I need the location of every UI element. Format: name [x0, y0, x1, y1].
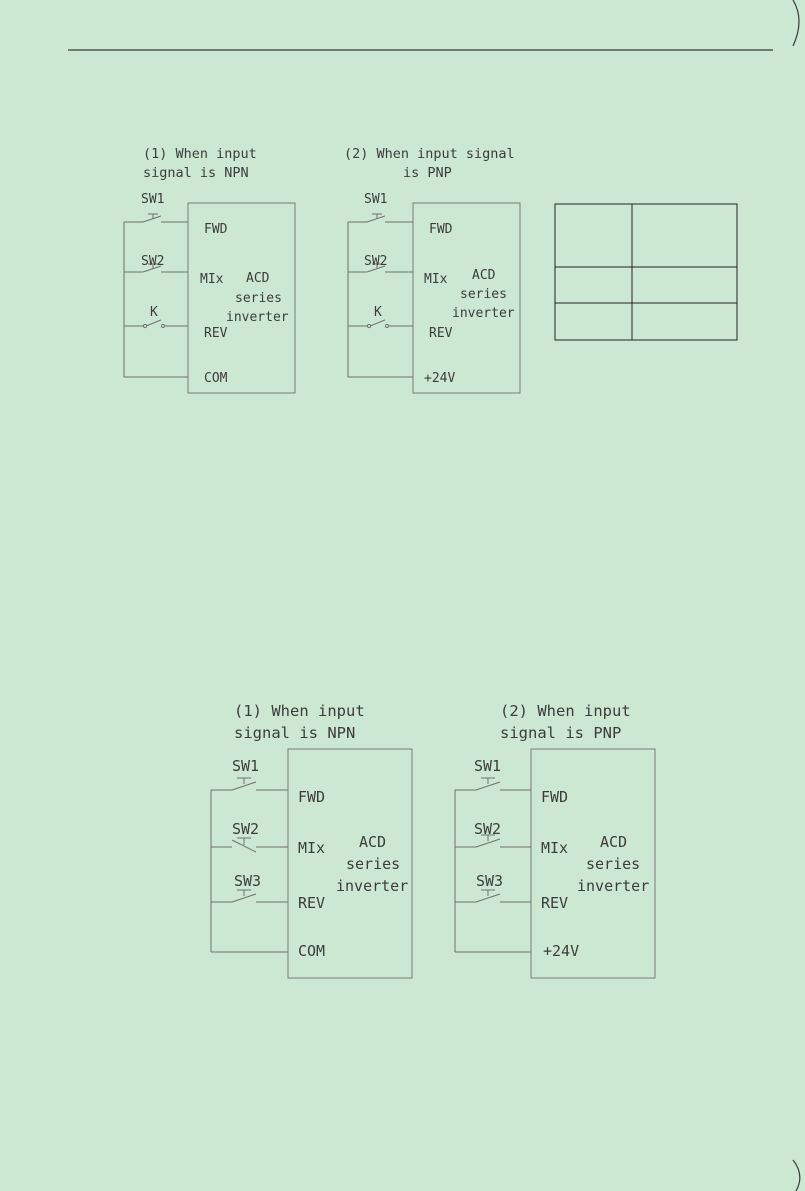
d2-pnp-inverter-line3: inverter — [577, 877, 650, 895]
d2-npn-fwd-label: FWD — [298, 788, 326, 806]
d1-npn-inverter-line1: ACD — [246, 271, 270, 286]
d2-pnp-sw1-button — [481, 778, 495, 784]
d2-npn-mix-label: MIx — [298, 839, 326, 857]
d1-npn-sw1-contact — [143, 216, 161, 222]
d2-npn-title-1: (1) When input — [234, 702, 365, 720]
d2-pnp-title-1: (2) When input — [500, 702, 631, 720]
diagram2-pnp — [455, 702, 655, 978]
d1-pnp-com-label: +24V — [424, 371, 456, 386]
d1-npn-sw1-button — [148, 214, 158, 219]
d1-npn-k-contact — [146, 320, 161, 326]
d2-npn-inverter-line2: series — [346, 855, 401, 873]
d2-npn-com-label: COM — [298, 942, 326, 960]
logic-table — [555, 204, 737, 340]
d2-pnp-sw3-label: SW3 — [476, 872, 504, 890]
d2-npn-inverter-line3: inverter — [336, 877, 409, 895]
d1-pnp-inverter-line1: ACD — [472, 268, 496, 283]
d2-npn-sw3-label: SW3 — [234, 872, 262, 890]
d2-pnp-com-label: +24V — [543, 942, 580, 960]
d1-npn-rev-label: REV — [204, 326, 228, 341]
d2-pnp-title-2: signal is PNP — [500, 724, 622, 742]
d2-pnp-rev-label: REV — [541, 894, 569, 912]
d2-pnp-sw2-label: SW2 — [474, 820, 502, 838]
d2-pnp-sw3-button — [481, 890, 495, 896]
d1-pnp-title-2: is PNP — [403, 165, 452, 181]
d1-npn-inverter-line2: series — [235, 291, 282, 306]
d2-pnp-fwd-label: FWD — [541, 788, 569, 806]
page-edge-mark-bottom — [793, 1160, 800, 1191]
d1-pnp-title-1: (2) When input signal — [344, 146, 515, 162]
d2-npn-sw1-label: SW1 — [232, 757, 260, 775]
d1-npn-sw1-label: SW1 — [141, 192, 165, 207]
d2-npn-sw1-button — [237, 778, 251, 784]
d1-npn-sw2-label: SW2 — [141, 254, 165, 269]
diagram1-pnp — [344, 146, 520, 393]
d1-npn-fwd-label: FWD — [204, 222, 228, 237]
d2-npn-rev-label: REV — [298, 894, 326, 912]
d2-pnp-inverter-line1: ACD — [600, 833, 628, 851]
d1-npn-com-label: COM — [204, 371, 228, 386]
d2-npn-title-2: signal is NPN — [234, 724, 356, 742]
d1-pnp-sw1-contact — [367, 216, 385, 222]
d1-pnp-k-label: K — [374, 305, 382, 320]
d1-pnp-inverter-line2: series — [460, 287, 507, 302]
d2-npn-sw2-label: SW2 — [232, 820, 260, 838]
d1-npn-inverter-line3: inverter — [226, 310, 289, 325]
d2-pnp-inverter-line2: series — [586, 855, 641, 873]
d1-pnp-k-node-r — [385, 324, 388, 327]
d1-pnp-inverter-line3: inverter — [452, 306, 515, 321]
d1-npn-title-1: (1) When input — [143, 146, 257, 162]
diagram2-npn — [211, 702, 412, 978]
d1-npn-k-label: K — [150, 305, 158, 320]
logic-table-border — [555, 204, 737, 340]
d1-npn-mix-label: MIx — [200, 272, 224, 287]
d1-npn-k-node-r — [161, 324, 164, 327]
d1-npn-title-2: signal is NPN — [143, 165, 249, 181]
d1-pnp-sw1-button — [372, 214, 382, 219]
d1-pnp-sw2-label: SW2 — [364, 254, 388, 269]
d2-pnp-mix-label: MIx — [541, 839, 569, 857]
d1-pnp-k-contact — [370, 320, 385, 326]
d1-pnp-sw1-label: SW1 — [364, 192, 388, 207]
d1-pnp-fwd-label: FWD — [429, 222, 453, 237]
d2-npn-sw3-button — [237, 890, 251, 896]
d1-pnp-rev-label: REV — [429, 326, 453, 341]
d1-pnp-mix-label: MIx — [424, 272, 448, 287]
d2-npn-inverter-line1: ACD — [359, 833, 387, 851]
d2-pnp-sw1-label: SW1 — [474, 757, 502, 775]
page-edge-mark-top — [793, 0, 799, 46]
diagram1-npn — [124, 146, 295, 393]
